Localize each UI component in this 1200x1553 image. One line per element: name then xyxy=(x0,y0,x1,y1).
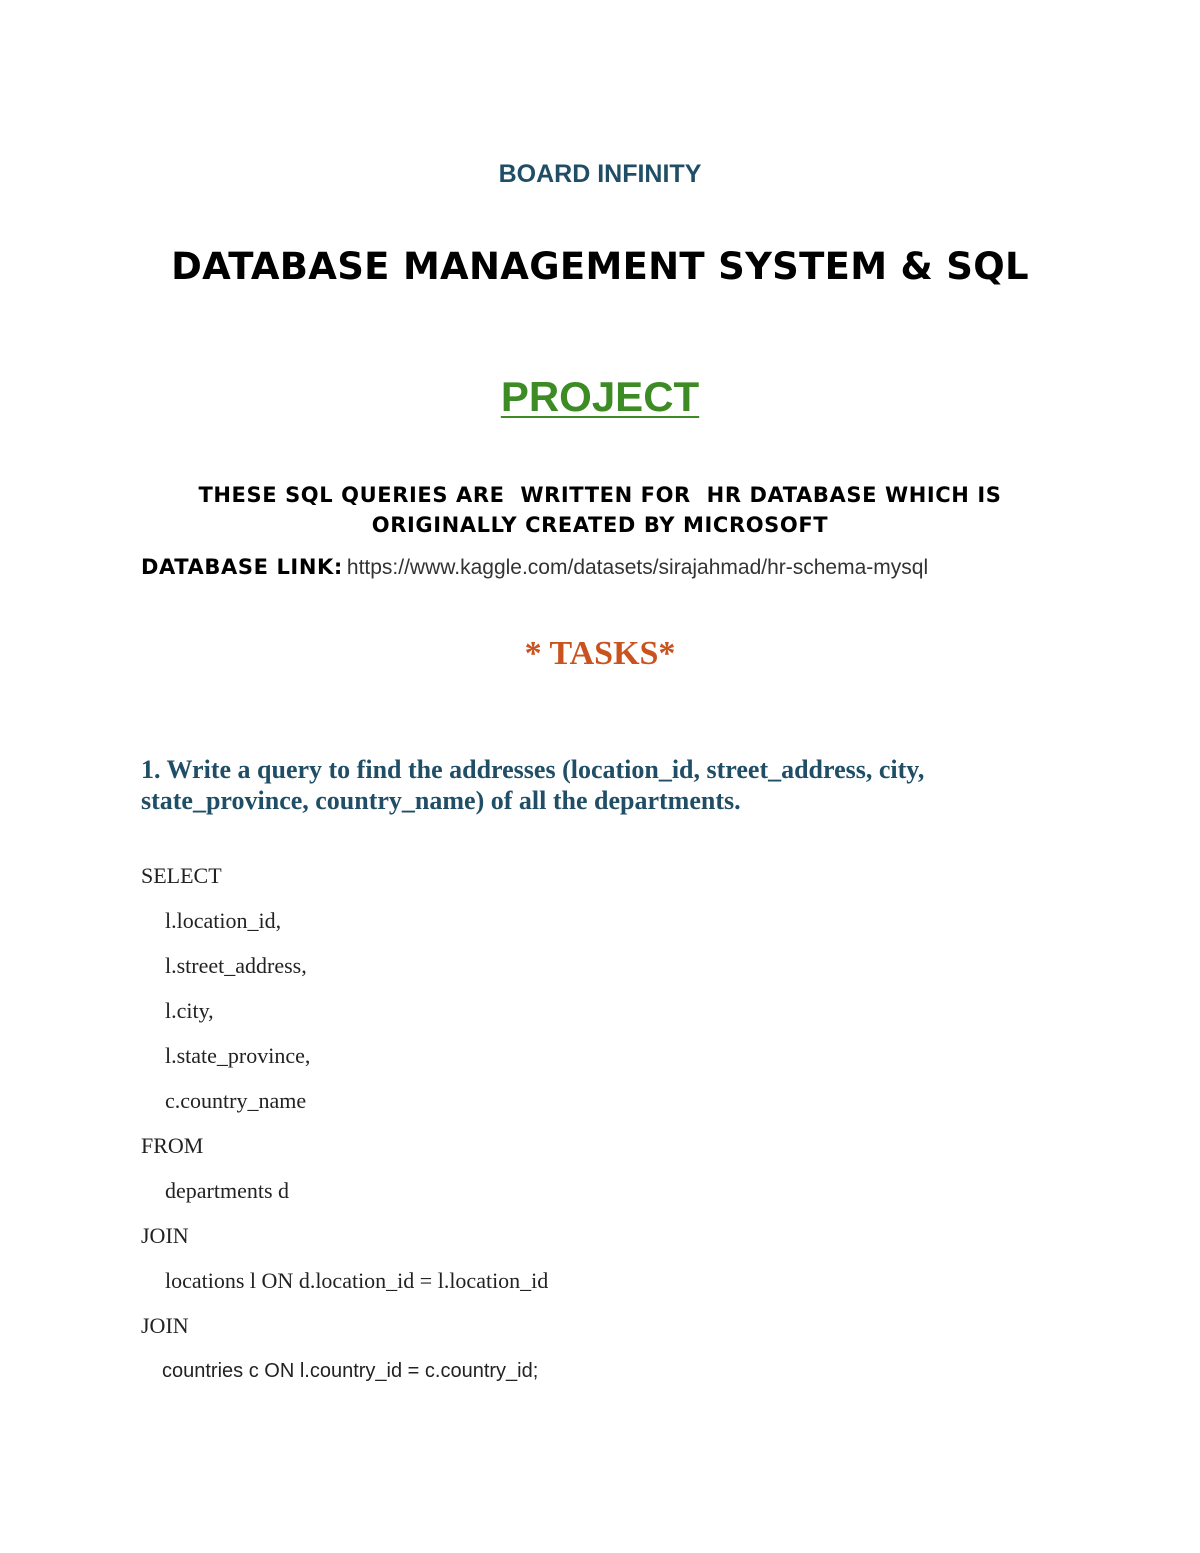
code-line: JOIN xyxy=(141,1223,189,1248)
code-line: JOIN xyxy=(141,1313,189,1338)
code-line: departments d xyxy=(165,1178,290,1203)
project-heading: PROJECT xyxy=(500,373,700,420)
code-line: l.city, xyxy=(165,998,214,1023)
code-line: FROM xyxy=(141,1133,204,1158)
organization-name: BOARD INFINITY xyxy=(498,160,702,188)
intro-line-1: THESE SQL QUERIES ARE WRITTEN FOR HR DATABASE WHICH IS xyxy=(198,483,1002,507)
code-line: c.country_name xyxy=(165,1088,307,1113)
question-1: 1. Write a query to find the addresses (location_id, street_address, city, state_province, country_name) of all the departments. xyxy=(141,755,925,815)
code-line: countries c ON l.country_id = c.country_id; xyxy=(162,1360,539,1382)
code-line: SELECT xyxy=(141,863,222,888)
intro-text xyxy=(0,480,1200,540)
database-link-row xyxy=(141,555,1141,580)
sql-code-block xyxy=(141,860,1041,1400)
database-link-url[interactable]: https://www.kaggle.com/datasets/sirajahmad/hr-schema-mysql xyxy=(346,556,929,579)
code-line: l.street_address, xyxy=(165,953,307,978)
code-line: l.state_province, xyxy=(165,1043,311,1068)
document-title: DATABASE MANAGEMENT SYSTEM & SQL xyxy=(171,245,1029,288)
database-link-label: DATABASE LINK: xyxy=(141,555,343,579)
code-line: locations l ON d.location_id = l.location_id xyxy=(165,1268,549,1293)
tasks-heading: * TASKS* xyxy=(524,635,676,672)
intro-line-2: ORIGINALLY CREATED BY MICROSOFT xyxy=(371,513,829,537)
code-line: l.location_id, xyxy=(165,908,282,933)
